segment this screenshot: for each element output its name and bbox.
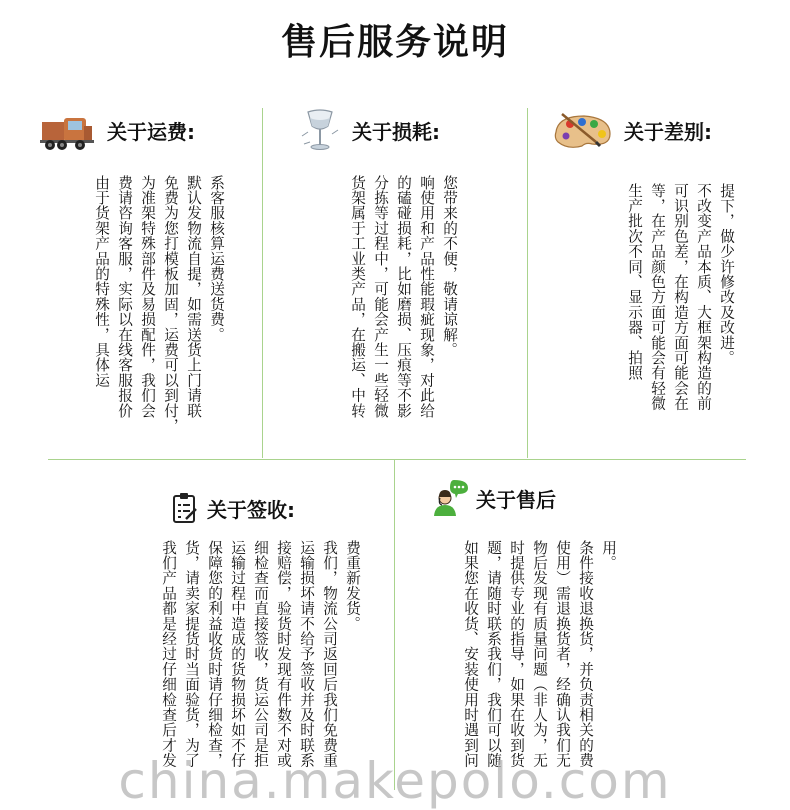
section-body-text: 您带来的不便，敬请谅解。 响使用和产品性能瑕疵现象，对此给 的磕碰损耗，比如磨损、压痕等不影 分拣等过程中，可能会产生一些轻微 货架属于工业类产品，在搬运、中转 <box>349 175 458 419</box>
divider-vertical <box>527 108 528 458</box>
truck-icon <box>40 110 96 156</box>
section-title: 关于售后 <box>476 488 556 512</box>
divider-vertical <box>394 460 395 790</box>
section-body-text: 提下，做少许修改及改进。 不改变产品本质、大框架构造的前 可识别色差，在构造方面可能会在 等，在产品颜色方面可能会有轻微 生产批次不同、显示器、拍照 <box>626 183 735 411</box>
section-title: 关于运费: <box>107 120 195 144</box>
section-title: 关于损耗: <box>352 120 440 144</box>
divider-horizontal <box>48 459 746 460</box>
page-title: 售后服务说明 <box>280 22 509 63</box>
clipboard-checklist-icon <box>172 492 198 528</box>
section-title: 关于差别: <box>624 120 712 144</box>
wine-glass-icon <box>298 106 342 158</box>
section-body-text: 费重新发货。 我们，物流公司返回后我们免费重 运输损坏请不给予签收并及时联系 接赔偿，验货时发现有件数不对或 细检查而直接签收，货运公司是拒 运输过程中造成的货物损坏如不仔 保障您的利益收货时请仔细检查， 货，请卖家提货时当面验货，为了 我们产品都是经过仔细检查后才发 <box>160 540 361 768</box>
paint-palette-icon <box>552 112 614 154</box>
section-body-text: 用。 条件接收退换货，并负责相关的费 使用）需退换货者，经确认我们无 物后发现有质量问题（非人为，无 时提供专业的指导，如果在收到货 题，请随时联系我们，我们可以随 如果您在收货、安装使用时遇到问 <box>462 540 617 768</box>
divider-vertical <box>262 108 263 458</box>
section-body-text: 系客服核算运费送货费。 默认发物流自提，如需送货上门请联 免费为您打模板加固，运费可以到付， 为准架特殊部件及易损配件，我们会 费请咨询客服，实际以在线客服报价 由于货架产品的特殊性，具体运 <box>93 175 225 434</box>
customer-service-agent-icon <box>432 478 472 522</box>
watermark: china.makepolo.com <box>118 752 672 810</box>
section-title: 关于签收: <box>207 498 295 522</box>
